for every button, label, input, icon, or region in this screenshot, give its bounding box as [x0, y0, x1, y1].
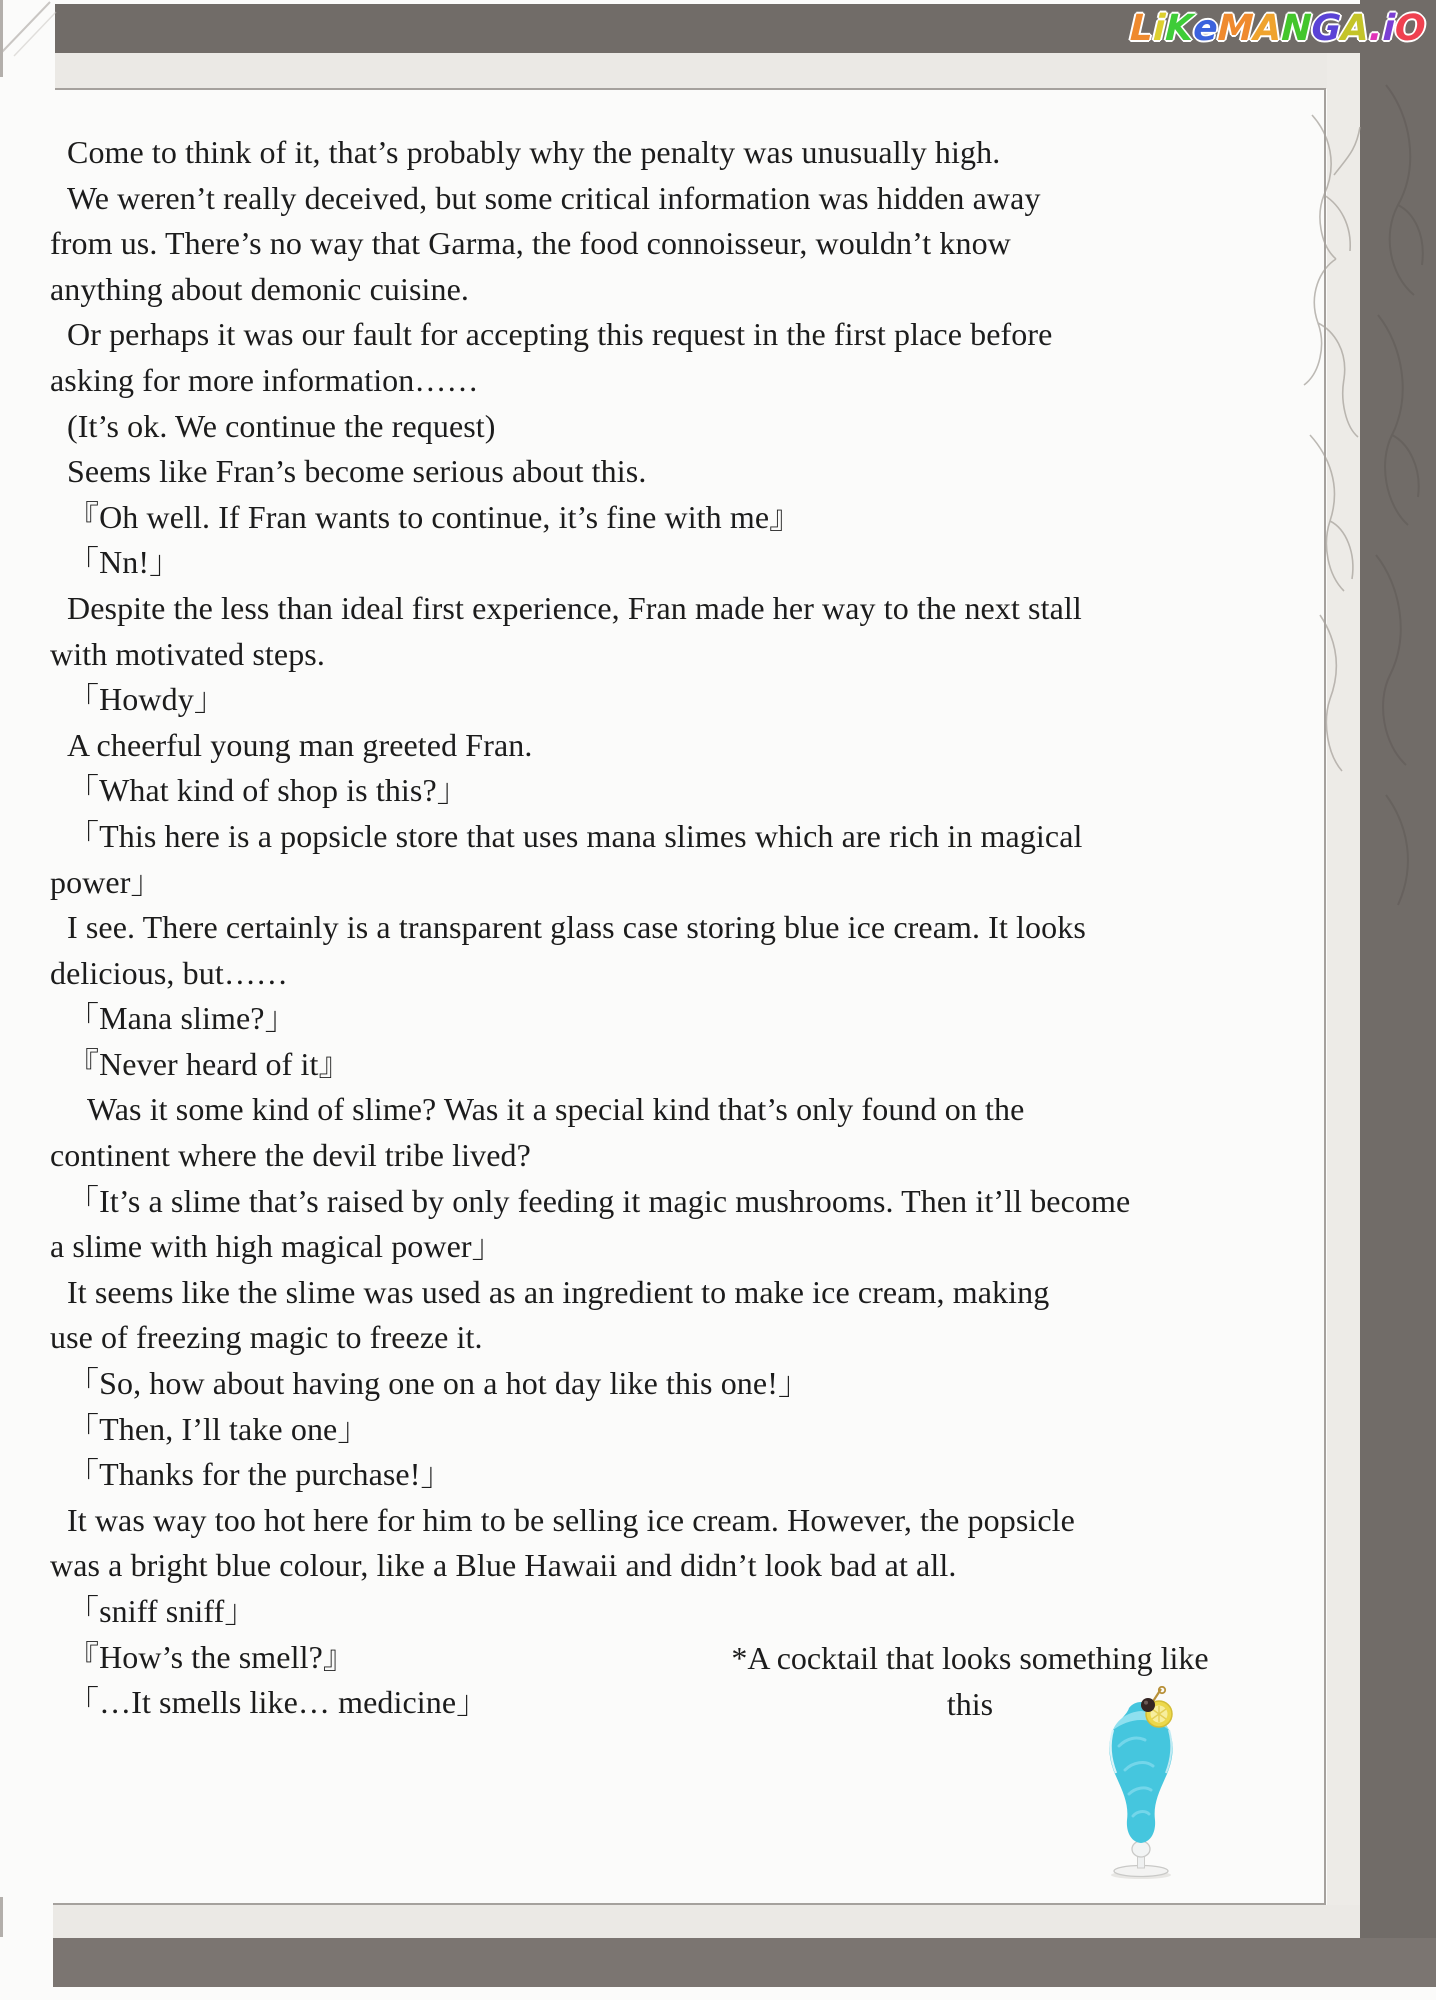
text-line: 「This here is a popsicle store that uses mana slimes which are rich in magical	[67, 817, 1083, 854]
text-line: delicious, but……	[50, 954, 289, 991]
blue-hawaii-cocktail-image	[1103, 1686, 1185, 1882]
text-line: a slime with high magical power」	[50, 1228, 504, 1265]
text-line: 「sniff sniff」	[67, 1593, 257, 1629]
text-line: asking for more information……	[50, 361, 479, 398]
text-line: It seems like the slime was used as an ingredient to make ice cream, making	[67, 1273, 1050, 1310]
text-line: was a bright blue colour, like a Blue Hawaii and didn’t look bad at all.	[50, 1547, 957, 1584]
page-text	[50, 130, 1330, 1726]
text-line: with motivated steps.	[50, 635, 325, 672]
text-line: 「So, how about having one on a hot day like this one!」	[67, 1365, 811, 1402]
logo-letter: G	[1311, 8, 1343, 49]
page-scan-bottom-strip	[53, 1905, 1360, 1938]
text-line: continent where the devil tribe lived?	[50, 1137, 531, 1174]
text-line: anything about demonic cuisine.	[50, 270, 470, 307]
corner-sketch-lines	[0, 0, 70, 70]
text-line: Despite the less than ideal first experience, Fran made her way to the next stall	[67, 589, 1082, 626]
logo-letter: i	[1152, 8, 1167, 49]
text-line: A cheerful young man greeted Fran.	[67, 726, 533, 763]
page-frame-bottom-bar	[53, 1938, 1436, 1987]
text-line: Come to think of it, that’s probably why the penalty was unusually high.	[67, 134, 1001, 170]
page-edge-hairline-bottom	[53, 1903, 1326, 1905]
logo-letter: .	[1368, 8, 1384, 49]
text-line: (It’s ok. We continue the request)	[67, 407, 496, 444]
text-line: 「What kind of shop is this?」	[67, 772, 469, 809]
logo-letter: L	[1129, 8, 1155, 49]
text-line: from us. There’s no way that Garma, the food connoisseur, wouldn’t know	[50, 225, 1011, 262]
logo-letter: e	[1192, 8, 1219, 49]
text-line: I see. There certainly is a transparent glass case storing blue ice cream. It looks	[67, 909, 1086, 946]
text-line: 「Mana slime?」	[67, 1000, 297, 1037]
text-line: Was it some kind of slime? Was it a special kind that’s only found on the	[87, 1091, 1025, 1128]
scan-edge-sliver-bottom-left	[0, 1897, 3, 1937]
text-line: 『Never heard of it』	[67, 1045, 351, 1082]
text-line: Or perhaps it was our fault for accepting this request in the first place before	[67, 316, 1053, 353]
text-line: 「Nn!」	[67, 544, 182, 581]
text-line: power」	[50, 863, 163, 900]
text-line: 「Howdy」	[67, 681, 226, 718]
logo-letter: M	[1217, 8, 1255, 49]
logo-letter: A	[1340, 8, 1371, 49]
logo-letter: i	[1382, 8, 1397, 49]
text-line: 「It’s a slime that’s raised by only feeding it magic mushrooms. Then it’ll become	[67, 1182, 1131, 1219]
logo-letter: O	[1394, 8, 1427, 49]
page-scan-top-strip	[55, 53, 1360, 89]
logo-letter: N	[1281, 8, 1313, 49]
page-edge-hairline-top	[55, 88, 1326, 90]
text-line: It was way too hot here for him to be selling ice cream. However, the popsicle	[67, 1501, 1075, 1538]
text-line: 「Thanks for the purchase!」	[67, 1456, 453, 1493]
text-line: Seems like Fran’s become serious about this.	[67, 453, 647, 490]
text-line: 「…It smells like… medicine」	[67, 1684, 489, 1721]
annotation-line-2: this	[946, 1685, 994, 1722]
text-line: 「Then, I’ll take one」	[67, 1410, 370, 1447]
logo-letter: K	[1165, 8, 1195, 49]
text-line: 『Oh well. If Fran wants to continue, it’s fine with me』	[67, 498, 802, 535]
text-line: 『How’s the smell?』	[67, 1638, 355, 1675]
logo-letter: A	[1253, 8, 1283, 49]
text-line: use of freezing magic to freeze it.	[50, 1319, 483, 1356]
text-line: We weren’t really deceived, but some critical information was hidden away	[67, 179, 1041, 216]
annotation-line-1: *A cocktail that looks something like	[731, 1640, 1209, 1676]
site-watermark-logo[interactable]	[1130, 7, 1427, 51]
